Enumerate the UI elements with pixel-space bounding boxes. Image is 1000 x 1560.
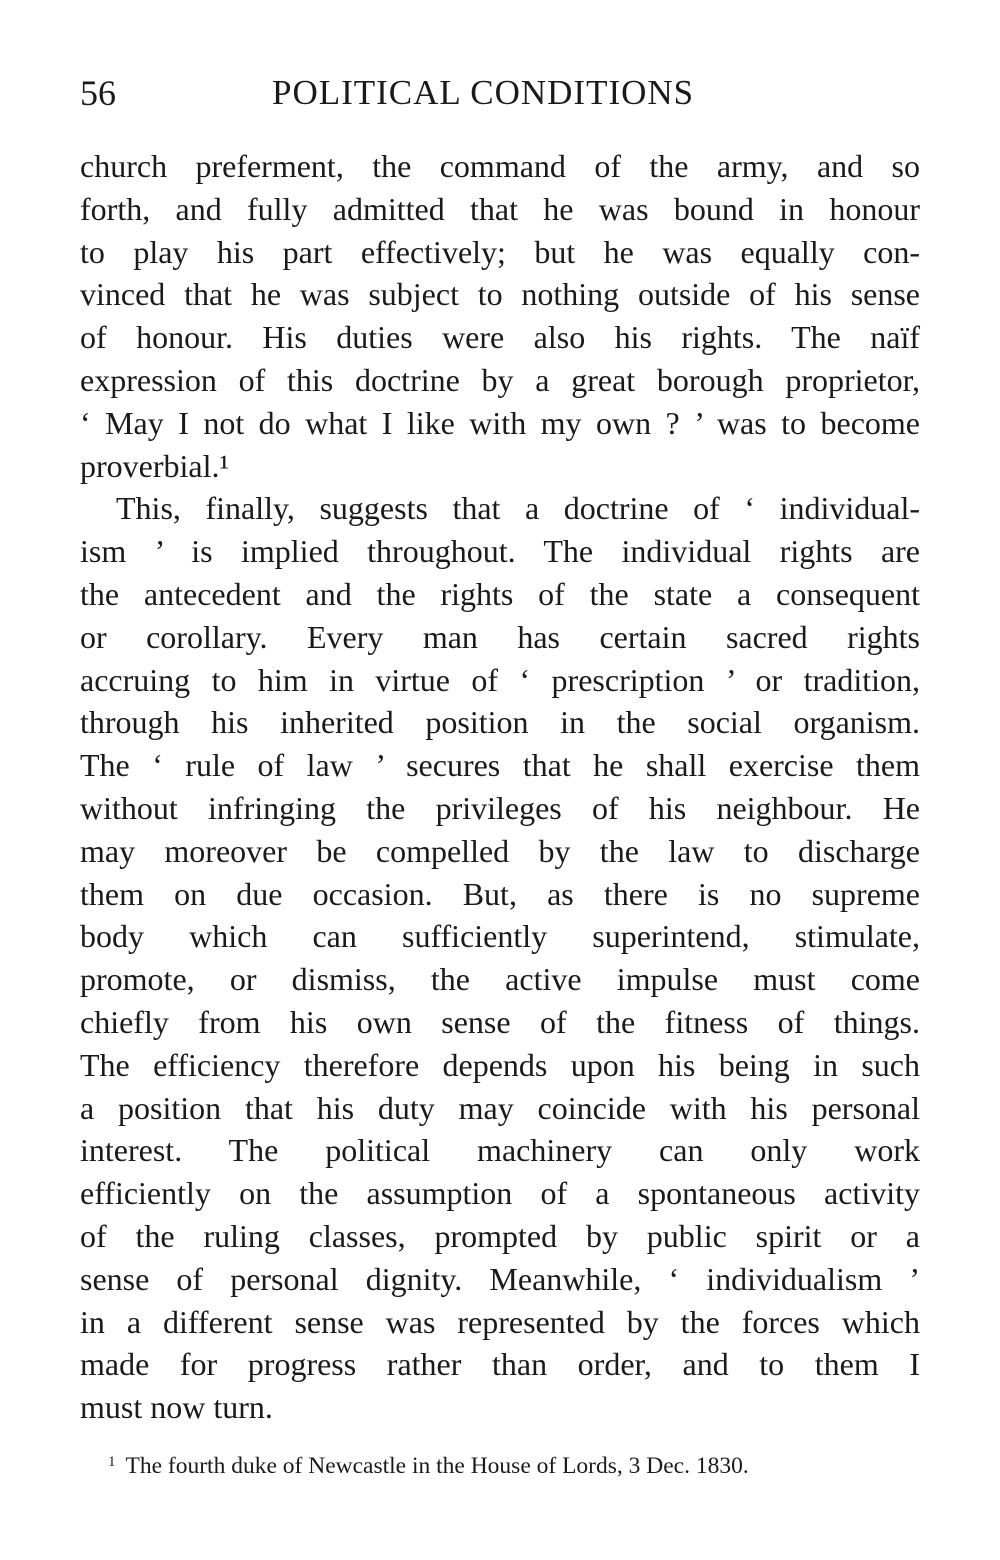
page-number: 56 [80,73,116,113]
text-line: through his inherited position in the social organism. [80,704,920,741]
text-line: accruing to him in virtue of ‘ prescription ’ or tradition, [80,661,920,698]
text-line: chiefly from his own sense of the fitness of things. [80,1003,920,1040]
footnote-marker: 1 [108,1454,116,1470]
text-line: efficiently on the assumption of a spontaneous activity [80,1175,920,1212]
paragraph-first-line: This, finally, suggests that a doctrine of ‘ individual- [116,490,920,527]
footnote-text: The fourth duke of Newcastle in the House of Lords, 3 Dec. 1830. [125,1453,749,1479]
text-line: must now turn. [80,1389,273,1426]
text-line: made for progress rather than order, and to them I [80,1346,920,1383]
text-line: without infringing the privileges of his neighbour. He [80,789,920,826]
text-line: The efficiency therefore depends upon his being in such [80,1046,920,1083]
text-line: of the ruling classes, prompted by public spirit or a [80,1217,920,1254]
text-line: ‘ May I not do what I like with my own ? ’ was to become [80,404,920,441]
text-line: forth, and fully admitted that he was bound in honour [80,190,920,227]
text-line: ism ’ is implied throughout. The individual rights are [80,533,920,570]
text-line: of honour. His duties were also his rights. The naïf [80,319,920,356]
text-line: in a different sense was represented by the forces which [80,1303,920,1340]
text-line: vinced that he was subject to nothing outside of his sense [80,276,920,313]
text-line: proverbial.¹ [80,447,230,484]
text-line: The ‘ rule of law ’ secures that he shall exercise them [80,747,920,784]
text-line: interest. The political machinery can only work [80,1132,920,1169]
text-line: the antecedent and the rights of the state a consequent [80,575,920,612]
text-line: a position that his duty may coincide with his personal [80,1089,920,1126]
text-line: to play his part effectively; but he was equally con- [80,233,920,270]
body-text [80,145,920,1429]
text-line: expression of this doctrine by a great borough proprietor, [80,361,920,398]
text-line: promote, or dismiss, the active impulse must come [80,961,920,998]
footnote [108,1447,749,1481]
running-head: POLITICAL CONDITIONS [272,73,695,112]
text-line: sense of personal dignity. Meanwhile, ‘ individualism ’ [80,1260,920,1297]
text-line: church preferment, the command of the army, and so [80,148,920,184]
page-header [80,68,920,118]
text-line: may moreover be compelled by the law to discharge [80,832,920,869]
text-line: them on due occasion. But, as there is no supreme [80,875,920,912]
text-line: body which can sufficiently superintend, stimulate, [80,918,920,955]
text-line: or corollary. Every man has certain sacred rights [80,618,920,655]
